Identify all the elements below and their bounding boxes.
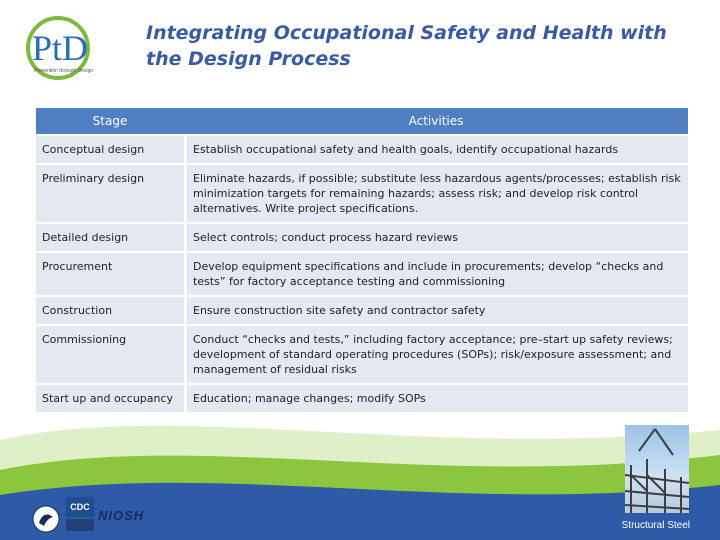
stage-cell: Detailed design <box>36 224 184 251</box>
column-header-activities: Activities <box>184 108 688 134</box>
logo-tagline: Prevention through Design <box>34 68 94 74</box>
table-header-row <box>36 108 688 134</box>
stage-cell: Commissioning <box>36 326 184 383</box>
steel-frame-illustration <box>625 425 689 513</box>
stage-cell: Conceptual design <box>36 136 184 163</box>
stage-cell: Construction <box>36 297 184 324</box>
table-row <box>36 253 688 295</box>
activities-cell: Select controls; conduct process hazard reviews <box>184 224 688 251</box>
niosh-logo: NIOSH <box>98 508 145 523</box>
stage-activity-table <box>36 106 688 414</box>
stage-cell: Preliminary design <box>36 165 184 222</box>
page-title: Integrating Occupational Safety and Health with the Design Process <box>146 22 667 70</box>
table-row <box>36 136 688 163</box>
activities-cell: Develop equipment specifications and include in procurements; develop “checks and tests” for factory acceptance testing and commissioning <box>184 253 688 295</box>
ptd-logo <box>24 14 130 82</box>
photo-caption: Structural Steel <box>621 520 690 531</box>
table-row <box>36 326 688 383</box>
logo-text: PtD <box>32 28 89 68</box>
activities-cell: Conduct “checks and tests,” including factory acceptance; pre–start up safety reviews; development of standard operating procedures (SOPs); risk/exposure assessment; and management of residual risks <box>184 326 688 383</box>
activities-cell: Ensure construction site safety and contractor safety <box>184 297 688 324</box>
table-row <box>36 224 688 251</box>
activities-cell: Education; manage changes; modify SOPs <box>184 385 688 412</box>
stage-cell: Procurement <box>36 253 184 295</box>
table-row <box>36 297 688 324</box>
structural-steel-photo <box>625 425 689 513</box>
hhs-logo <box>32 505 60 533</box>
cdc-logo: CDC <box>66 497 94 517</box>
activities-cell: Establish occupational safety and health goals, identify occupational hazards <box>184 136 688 163</box>
column-header-stage: Stage <box>36 108 184 134</box>
table-row <box>36 165 688 222</box>
cdc-logo-subtext <box>66 519 94 531</box>
activities-cell: Eliminate hazards, if possible; substitute less hazardous agents/processes; establish risk minimization targets for remaining hazards; assess risk; and develop risk control alternatives. Write project specifications. <box>184 165 688 222</box>
stage-cell: Start up and occupancy <box>36 385 184 412</box>
